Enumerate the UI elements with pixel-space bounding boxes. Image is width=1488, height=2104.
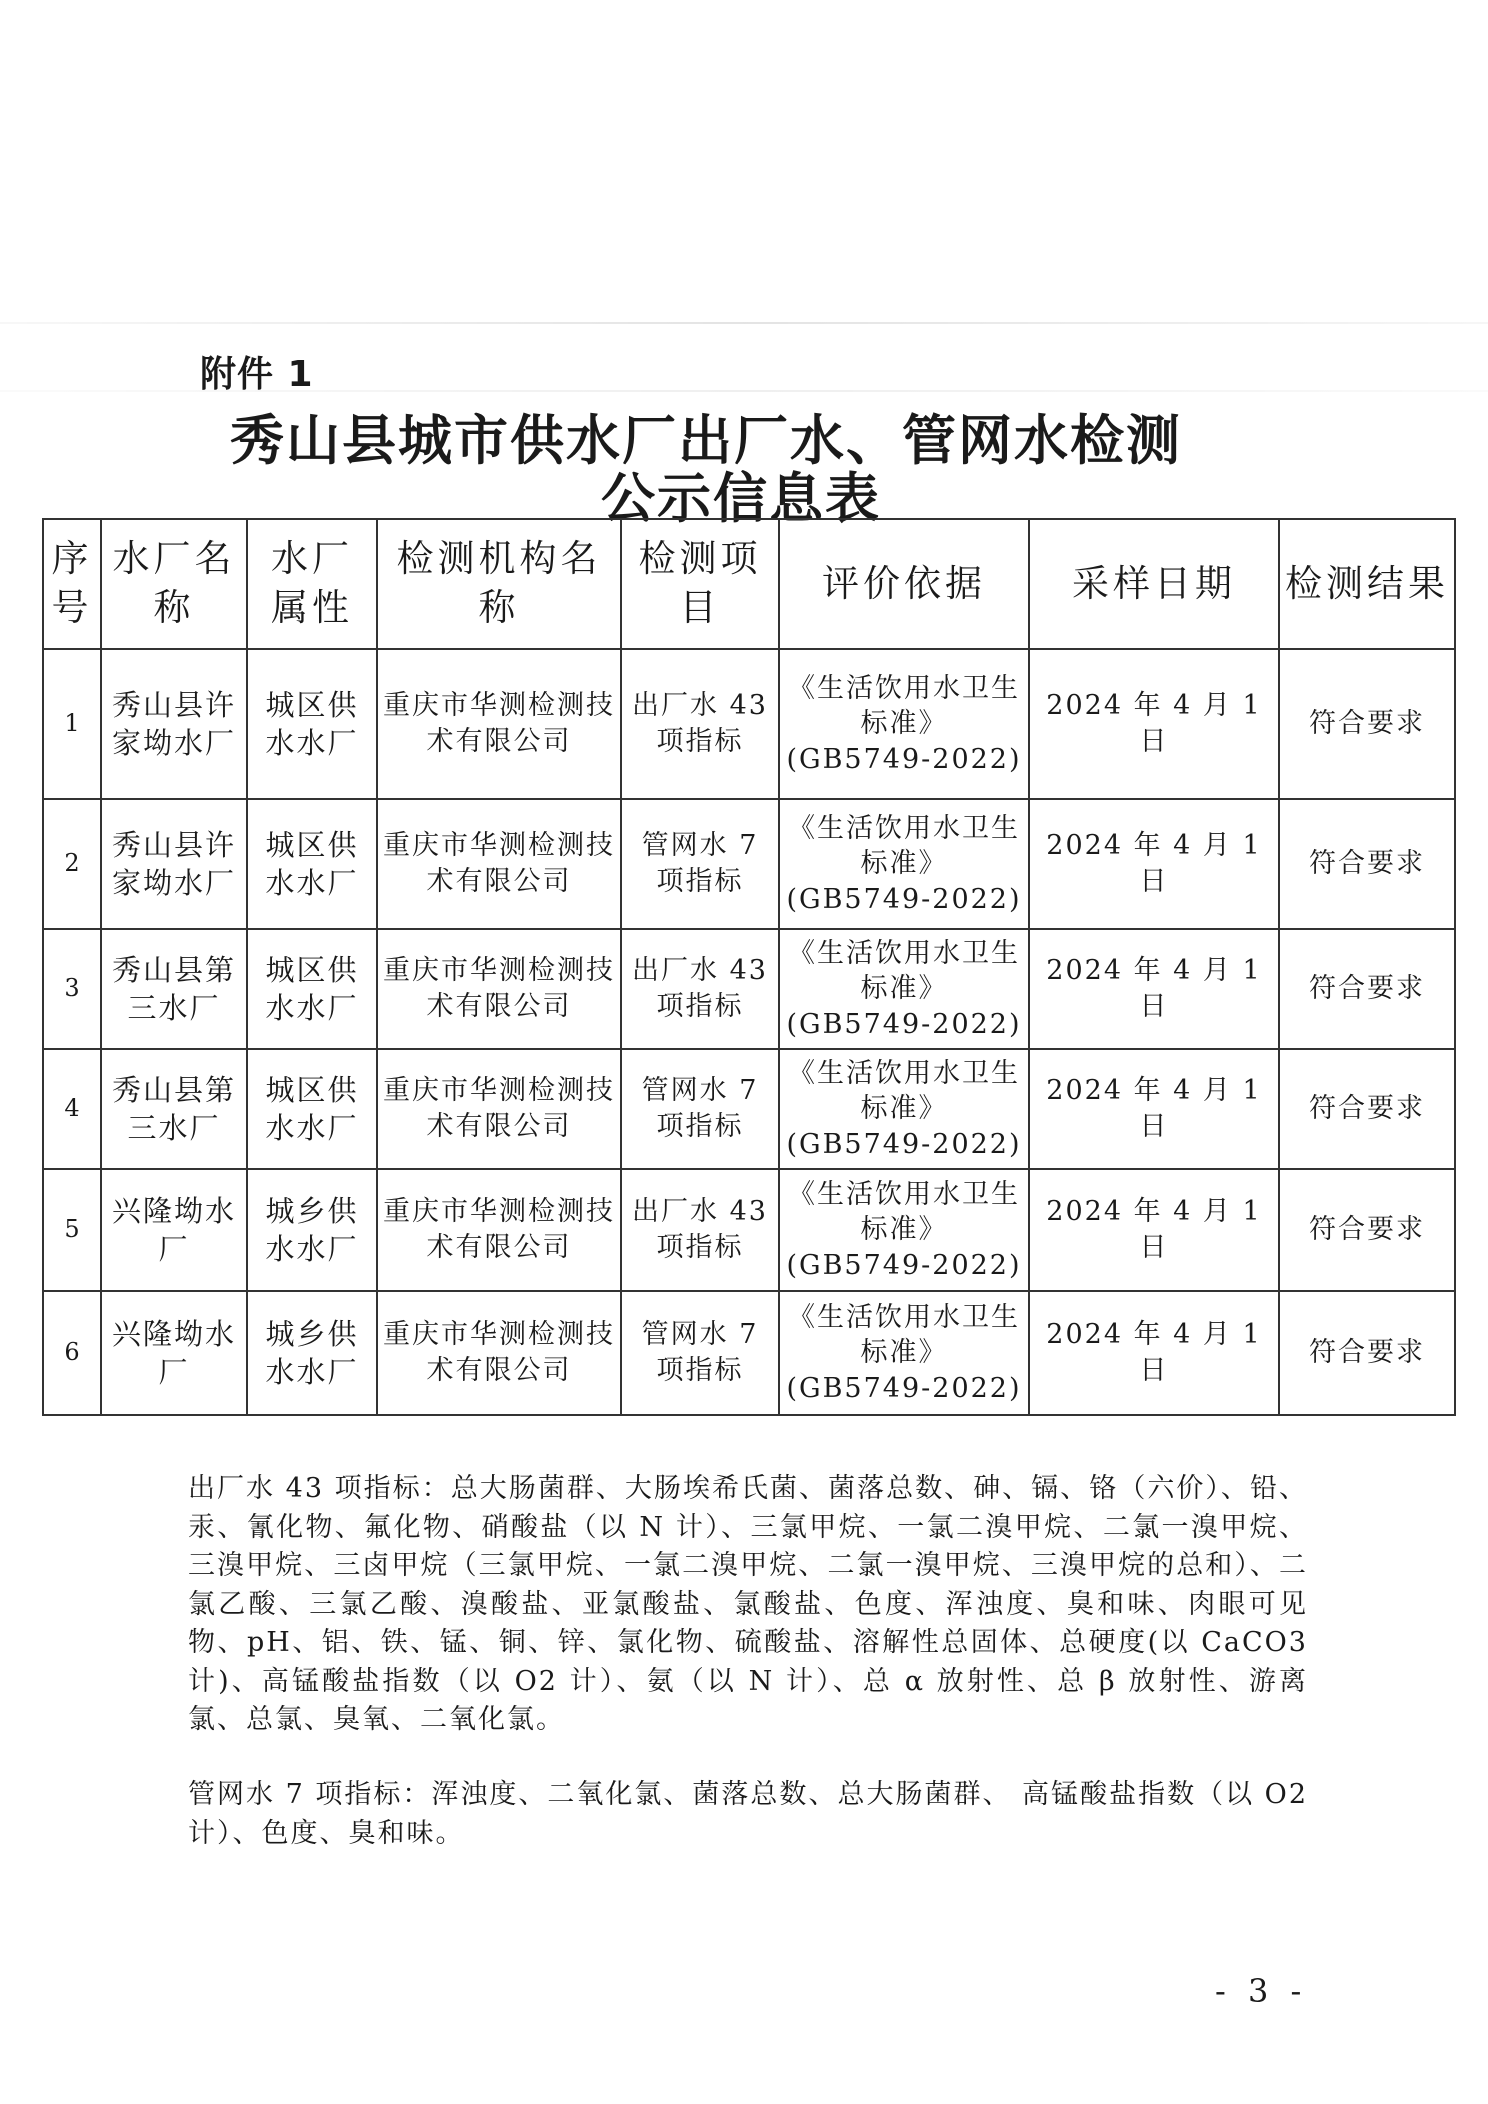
- result-cell: 符合要求: [1279, 1291, 1455, 1415]
- test-item-cell: 出厂水 43 项指标: [621, 929, 779, 1049]
- scan-artifact-line: [0, 322, 1488, 324]
- factory-water-43-items-note: 出厂水 43 项指标：总大肠菌群、大肠埃希氏菌、菌落总数、砷、镉、铬（六价）、铅、汞、氰化物、氟化物、硝酸盐（以 N 计）、三氯甲烷、一氯二溴甲烷、二氯一溴甲烷、三溴甲烷、三卤甲烷（三氯甲烷、一氯二溴甲烷、二氯一溴甲烷、三溴甲烷的总和）、二氯乙酸、三氯乙酸、溴酸盐、亚氯酸盐、氯酸盐、色度、浑浊度、臭和味、肉眼可见物、pH、铝、铁、锰、铜、锌、氯化物、硫酸盐、溶解性总固体、总硬度(以 CaCO3 计)、高锰酸盐指数（以 O2 计）、氨（以 N 计）、总 α 放射性、总 β 放射性、游离氯、总氯、臭氧、二氧化氯。: [188, 1473, 1308, 1735]
- inspection-info-table: [42, 518, 1456, 1416]
- agency-cell: 重庆市华测检测技术有限公司: [377, 799, 621, 929]
- basis-standard-code: (GB5749-2022): [786, 1372, 1022, 1404]
- result-cell: 符合要求: [1279, 799, 1455, 929]
- column-header: 检测机构名称: [377, 519, 621, 649]
- seq-cell: 3: [43, 929, 101, 1049]
- basis-cell: [779, 1291, 1029, 1415]
- basis-cell: [779, 1049, 1029, 1169]
- plant-attr-cell: 城乡供水水厂: [247, 1169, 377, 1291]
- plant-name-cell: 秀山县第三水厂: [101, 929, 247, 1049]
- plant-name-cell: 秀山县第三水厂: [101, 1049, 247, 1169]
- column-header: 水厂属性: [247, 519, 377, 649]
- sampling-date-cell: 2024 年 4 月 1 日: [1029, 1049, 1279, 1169]
- basis-cell: [779, 799, 1029, 929]
- document-title-line1: 秀山县城市供水厂出厂水、管网水检测: [230, 409, 1182, 472]
- result-cell: 符合要求: [1279, 1049, 1455, 1169]
- basis-standard-code: (GB5749-2022): [786, 883, 1022, 915]
- basis-standard-name: 《生活饮用水卫生标准》: [788, 812, 1020, 880]
- table-row: [43, 649, 1455, 799]
- plant-attr-cell: 城区供水水厂: [247, 649, 377, 799]
- seq-cell: 5: [43, 1169, 101, 1291]
- basis-standard-name: 《生活饮用水卫生标准》: [788, 1301, 1020, 1369]
- plant-attr-cell: 城区供水水厂: [247, 929, 377, 1049]
- basis-standard-name: 《生活饮用水卫生标准》: [788, 672, 1020, 740]
- table-row: [43, 1049, 1455, 1169]
- plant-attr-cell: 城区供水水厂: [247, 799, 377, 929]
- plant-name-cell: 秀山县许家坳水厂: [101, 649, 247, 799]
- agency-cell: 重庆市华测检测技术有限公司: [377, 929, 621, 1049]
- basis-cell: [779, 649, 1029, 799]
- column-header: 评价依据: [779, 519, 1029, 649]
- sampling-date-cell: 2024 年 4 月 1 日: [1029, 929, 1279, 1049]
- plant-name-cell: 兴隆坳水厂: [101, 1169, 247, 1291]
- plant-attr-cell: 城区供水水厂: [247, 1049, 377, 1169]
- table-row: [43, 1291, 1455, 1415]
- basis-cell: [779, 1169, 1029, 1291]
- basis-standard-code: (GB5749-2022): [786, 1008, 1022, 1040]
- network-water-7-items-note: 管网水 7 项指标：浑浊度、二氧化氯、菌落总数、总大肠菌群、 高锰酸盐指数（以 O2 计）、色度、臭和味。: [188, 1779, 1308, 1849]
- test-item-cell: 出厂水 43 项指标: [621, 1169, 779, 1291]
- plant-name-cell: 兴隆坳水厂: [101, 1291, 247, 1415]
- sampling-date-cell: 2024 年 4 月 1 日: [1029, 1169, 1279, 1291]
- basis-standard-code: (GB5749-2022): [786, 743, 1022, 775]
- basis-standard-code: (GB5749-2022): [786, 1128, 1022, 1160]
- basis-standard-code: (GB5749-2022): [786, 1249, 1022, 1281]
- column-header: 检测项目: [621, 519, 779, 649]
- agency-cell: 重庆市华测检测技术有限公司: [377, 649, 621, 799]
- seq-cell: 1: [43, 649, 101, 799]
- table-row: [43, 1169, 1455, 1291]
- table-header-row: [43, 519, 1455, 649]
- column-header: 检测结果: [1279, 519, 1455, 649]
- test-item-cell: 管网水 7 项指标: [621, 1291, 779, 1415]
- result-cell: 符合要求: [1279, 1169, 1455, 1291]
- plant-attr-cell: 城乡供水水厂: [247, 1291, 377, 1415]
- result-cell: 符合要求: [1279, 929, 1455, 1049]
- plant-name-cell: 秀山县许家坳水厂: [101, 799, 247, 929]
- test-item-cell: 管网水 7 项指标: [621, 799, 779, 929]
- table-row: [43, 799, 1455, 929]
- agency-cell: 重庆市华测检测技术有限公司: [377, 1049, 621, 1169]
- document-title-line2: 公示信息表: [601, 467, 881, 530]
- result-cell: 符合要求: [1279, 649, 1455, 799]
- test-item-cell: 出厂水 43 项指标: [621, 649, 779, 799]
- attachment-label: 附件 1: [200, 354, 314, 395]
- column-header: 水厂名称: [101, 519, 247, 649]
- basis-standard-name: 《生活饮用水卫生标准》: [788, 1057, 1020, 1125]
- seq-cell: 2: [43, 799, 101, 929]
- basis-standard-name: 《生活饮用水卫生标准》: [788, 937, 1020, 1005]
- table-row: [43, 929, 1455, 1049]
- agency-cell: 重庆市华测检测技术有限公司: [377, 1291, 621, 1415]
- sampling-date-cell: 2024 年 4 月 1 日: [1029, 1291, 1279, 1415]
- agency-cell: 重庆市华测检测技术有限公司: [377, 1169, 621, 1291]
- sampling-date-cell: 2024 年 4 月 1 日: [1029, 649, 1279, 799]
- column-header: 采样日期: [1029, 519, 1279, 649]
- seq-cell: 6: [43, 1291, 101, 1415]
- basis-standard-name: 《生活饮用水卫生标准》: [788, 1178, 1020, 1246]
- basis-cell: [779, 929, 1029, 1049]
- page-number: - 3 -: [1215, 1972, 1308, 2010]
- sampling-date-cell: 2024 年 4 月 1 日: [1029, 799, 1279, 929]
- test-item-cell: 管网水 7 项指标: [621, 1049, 779, 1169]
- seq-cell: 4: [43, 1049, 101, 1169]
- column-header: 序号: [43, 519, 101, 649]
